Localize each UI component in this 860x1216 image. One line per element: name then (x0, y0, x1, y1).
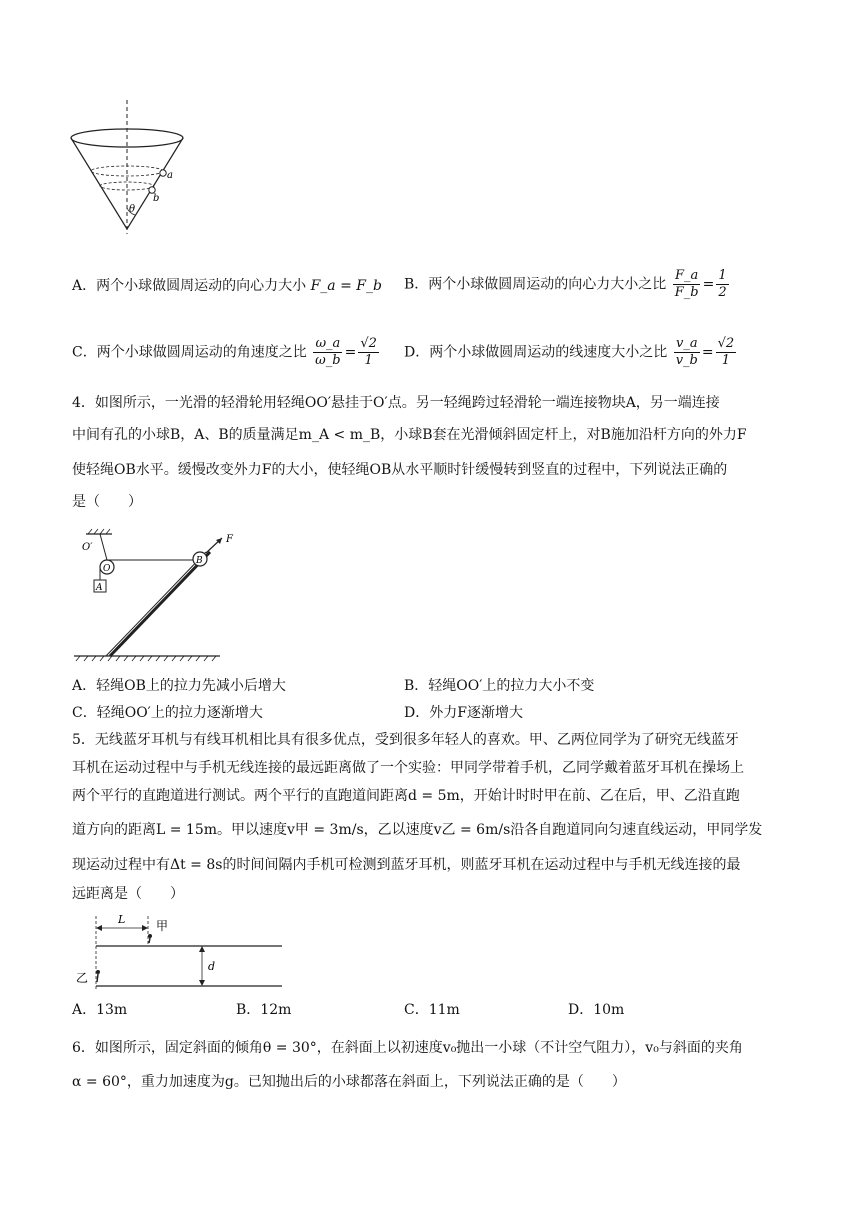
q3-option-a-math: F_a = F_b (310, 278, 382, 294)
q4-stem-line-4: 是（ ） (72, 494, 142, 510)
q5-stem-line-4: 道方向的距离L = 15m。甲以速度v甲 = 3m/s，乙以速度v乙 = 6m/s沿各自跑道同向匀速直线运动，甲同学发 (72, 822, 763, 838)
pulley-label-o-prime: O′ (82, 542, 93, 553)
track-label-d: d (208, 960, 216, 973)
track-figure (70, 910, 300, 996)
track-label-l: L (118, 913, 126, 926)
pulley-label-o: O (103, 564, 111, 574)
cone-label-b: b (153, 193, 160, 204)
q3-option-b: B．两个小球做圆周运动的向心力大小之比 $\frac{F\_a}{F\_b}$ = $\frac{1}{2}$ (404, 268, 727, 300)
cone-label-theta: θ (129, 204, 136, 215)
pulley-label-a: A (96, 583, 103, 593)
q5-option-a: A．13m (72, 1002, 128, 1018)
pulley-figure (70, 526, 260, 662)
track-label-jia: 甲 (156, 919, 169, 933)
q4-stem-line-1: 4．如图所示，一光滑的轻滑轮用轻绳OO′悬挂于O′点。另一轻绳跨过轻滑轮一端连接物块A，另一端连接 (72, 395, 720, 411)
q5-stem-line-1: 5．无线蓝牙耳机与有线耳机相比具有很多优点，受到很多年轻人的喜欢。甲、乙两位同学为了研究无线蓝牙 (72, 732, 739, 748)
pulley-label-b: B (196, 556, 203, 566)
q6-stem-line-2: α = 60°，重力加速度为g。已知抛出后的小球都落在斜面上，下列说法正确的是（ ） (72, 1074, 626, 1090)
q4-option-d: D．外力F逐渐增大 (404, 705, 523, 721)
q5-stem-line-3: 两个平行的直跑道进行测试。两个平行的直跑道间距离d = 5m，开始计时时甲在前、乙在后，甲、乙沿直跑 (72, 788, 740, 804)
q5-option-c: C．11m (404, 1002, 460, 1018)
cone-figure (66, 96, 206, 246)
q6-stem-line-1: 6．如图所示，固定斜面的倾角θ = 30°，在斜面上以初速度v₀抛出一小球（不计空气阻力），v₀与斜面的夹角 (72, 1040, 743, 1056)
q3-option-d: D．两个小球做圆周运动的线速度大小之比 $\frac{v\_a}{v\_b}$ = $\frac{√2}{1}$ (404, 336, 735, 368)
q4-option-c: C．轻绳OO′上的拉力逐渐增大 (72, 705, 263, 721)
q5-stem-line-2: 耳机在运动过程中与手机无线连接的最远距离做了一个实验：甲同学带着手机，乙同学戴着蓝牙耳机在操场上 (72, 760, 744, 776)
pulley-label-f: F (226, 534, 233, 545)
q4-option-a: A．轻绳OB上的拉力先减小后增大 (72, 678, 286, 694)
q4-stem-line-3: 使轻绳OB水平。缓慢改变外力F的大小，使轻绳OB从水平顺时针缓慢转到竖直的过程中，下列说法正确的 (72, 462, 728, 478)
track-label-yi: 乙 (76, 971, 89, 985)
q3-option-a: A．两个小球做圆周运动的向心力大小 F_a = F_b (72, 278, 382, 294)
q5-option-b: B．12m (236, 1002, 292, 1018)
q5-stem-line-5: 现运动过程中有Δt = 8s的时间间隔内手机可检测到蓝牙耳机，则蓝牙耳机在运动过程中与手机无线连接的最 (72, 857, 741, 873)
q4-option-b: B．轻绳OO′上的拉力大小不变 (404, 678, 595, 694)
q5-option-d: D．10m (568, 1002, 625, 1018)
q3-option-c: C．两个小球做圆周运动的角速度之比 $\frac{\omega\_a}{\omega\_b}$ = $\frac{√2}{1}$ (72, 336, 377, 368)
cone-label-a: a (167, 170, 173, 181)
q4-stem-line-2: 中间有孔的小球B，A、B的质量满足m_A < m_B，小球B套在光滑倾斜固定杆上，对B施加沿杆方向的外力F (72, 427, 747, 443)
q5-stem-line-6: 远距离是（ ） (72, 886, 184, 902)
